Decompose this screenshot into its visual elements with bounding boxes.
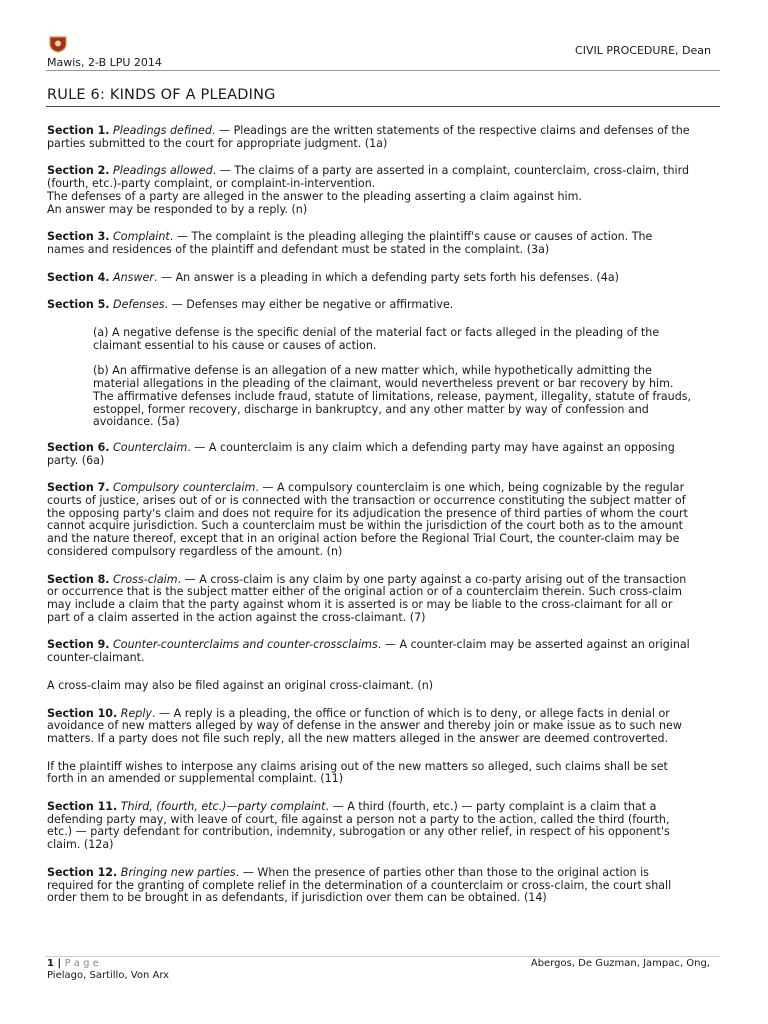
section-title: Pleadings defined xyxy=(113,124,212,137)
section-text: estoppel, former recovery, discharge in bankruptcy, and any other matter by way of confession and xyxy=(93,402,649,416)
section-title: Bringing new parties xyxy=(120,865,236,879)
section-2 xyxy=(47,165,720,216)
section-label: Section 12. xyxy=(47,865,118,879)
section-title: Pleadings allowed xyxy=(113,164,213,178)
section-text: order them to be brought in as defendants, if jurisdiction over them can be obtained. (14) xyxy=(47,891,547,905)
section-6 xyxy=(47,442,720,467)
section-text: . — Defenses may either be negative or affirmative. xyxy=(164,298,454,312)
section-12 xyxy=(47,867,720,905)
section-title: Complaint xyxy=(113,230,170,244)
document-body xyxy=(47,125,720,920)
section-text: . — A counterclaim is any claim which a defending party may have against an opposing xyxy=(187,440,675,454)
section-text: A cross-claim may also be filed against an original cross-claimant. (n) xyxy=(47,678,434,692)
footer-left xyxy=(47,958,169,982)
footer-names-right: Abergos, De Guzman, Jampac, Ong, xyxy=(530,958,710,969)
section-text: The defenses of a party are alleged in the answer to the pleading asserting a claim against him. xyxy=(47,189,582,203)
section-text: . — A counter-claim may be asserted against an original xyxy=(377,638,690,652)
section-text: matters. If a party does not file such reply, all the new matters alleged in the answer are deemed controverted. xyxy=(47,731,669,745)
page-separator: | xyxy=(53,958,65,969)
section-label: Section 4. xyxy=(47,270,110,284)
section-label: Section 11. xyxy=(47,800,118,814)
section-text: . — Pleadings are the written statements of the respective claims and defenses of the xyxy=(211,124,690,137)
section-title: Answer xyxy=(113,270,154,284)
section-text: . — The complaint is the pleading alleging the plaintiff's cause or causes of action. The xyxy=(169,230,653,244)
section-label: Section 10. xyxy=(47,706,118,720)
title-divider xyxy=(46,106,720,107)
section-text: claimant essential to his cause or causes of action. xyxy=(93,338,377,352)
section-text: . — A compulsory counterclaim is one which, being cognizable by the regular xyxy=(255,481,685,495)
document-title: RULE 6: KINDS OF A PLEADING xyxy=(47,87,276,103)
section-text: or occurrence that is the subject matter either of the original action or of a counterclaim therein. Such cross-claim xyxy=(47,585,682,599)
section-text: cannot acquire jurisdiction. Such a counterclaim must be within the jurisdiction of the court both as to the amount xyxy=(47,519,683,533)
header-course: CIVIL PROCEDURE, Dean xyxy=(575,44,711,57)
section-text: counter-claimant. xyxy=(47,651,145,665)
section-text: etc.) — party defendant for contribution, indemnity, subrogation or any other relief, in respect of his opponent's xyxy=(47,825,670,839)
negative-defense-paragraph xyxy=(93,327,720,352)
section-text: . — A cross-claim is any claim by one party against a co-party arising out of the transaction xyxy=(177,572,687,586)
defenses-subsections xyxy=(93,327,720,429)
section-3 xyxy=(47,231,720,256)
section-label: Section 1. xyxy=(47,124,110,137)
section-8 xyxy=(47,574,720,625)
section-text: The affirmative defenses include fraud, statute of limitations, release, payment, illegality, statute of frauds, xyxy=(93,389,692,403)
header-divider xyxy=(46,70,720,71)
section-text: party. (6a) xyxy=(47,453,105,467)
section-10 xyxy=(47,708,720,746)
page-word: P a g e xyxy=(64,958,99,969)
section-text: and the nature thereof, except that in an original action before the Regional Trial Court, the counter-claim may be xyxy=(47,532,680,546)
section-text: (b) An affirmative defense is an allegation of a new matter which, while hypothetically admitting the xyxy=(93,364,652,378)
section-text: defending party may, with leave of court, file against a person not a party to the action, called the third (fourth, xyxy=(47,812,670,826)
header-author: Mawis, 2-B LPU 2014 xyxy=(47,56,162,69)
school-seal-logo xyxy=(48,35,68,53)
footer-divider xyxy=(46,956,720,957)
section-text: forth in an amended or supplemental complaint. (11) xyxy=(47,772,344,786)
section-10-paragraph-2 xyxy=(47,761,720,786)
section-text: avoidance. (5a) xyxy=(93,415,180,429)
section-title: Reply xyxy=(120,706,152,720)
section-text: may include a claim that the party against whom it is asserted is or may be liable to the cross-claimant for all or xyxy=(47,597,673,611)
section-text: . — A third (fourth, etc.) — party complaint is a claim that a xyxy=(325,800,657,814)
section-text: names and residences of the plaintiff and defendant must be stated in the complaint. (3a) xyxy=(47,242,550,256)
section-text: part of a claim asserted in the action against the cross-claimant. (7) xyxy=(47,610,426,624)
section-title: Cross-claim xyxy=(113,572,178,586)
section-label: Section 6. xyxy=(47,440,110,454)
section-label: Section 5. xyxy=(47,298,110,312)
section-text: If the plaintiff wishes to interpose any claims arising out of the new matters so alleged, such claims shall be set xyxy=(47,759,668,773)
section-7 xyxy=(47,482,720,558)
footer-names-left: Pielago, Sartillo, Von Arx xyxy=(47,970,170,981)
section-label: Section 7. xyxy=(47,481,110,495)
section-4 xyxy=(47,272,720,285)
section-title: Compulsory counterclaim xyxy=(113,481,256,495)
section-9-paragraph-2 xyxy=(47,680,720,693)
section-text: material allegations in the pleading of the claimant, would nevertheless prevent or bar recovery by him. xyxy=(93,377,674,391)
section-text: An answer may be responded to by a reply. (n) xyxy=(47,202,308,216)
section-text: . — An answer is a pleading in which a defending party sets forth his defenses. (4a) xyxy=(153,270,619,284)
section-text: claim. (12a) xyxy=(47,838,114,852)
section-text: the opposing party's claim and does not require for its adjudication the presence of third parties of whom the court xyxy=(47,506,688,520)
section-label: Section 9. xyxy=(47,638,110,652)
section-label: Section 2. xyxy=(47,164,110,178)
section-title: Counterclaim xyxy=(113,440,188,454)
section-1 xyxy=(47,125,720,150)
section-text: required for the granting of complete relief in the determination of a counterclaim or cross-claim, the court shall xyxy=(47,878,672,892)
section-text: parties submitted to the court for appropriate judgment. (1a) xyxy=(47,136,388,150)
page-number: 1 xyxy=(47,958,54,969)
section-text: courts of justice, arises out of or is connected with the transaction or occurrence constituting the subject matter of xyxy=(47,494,686,508)
section-text: considered compulsory regardless of the amount. (n) xyxy=(47,544,343,558)
section-text: . — When the presence of parties other than those to the original action is xyxy=(235,865,649,879)
section-title: Counter-counterclaims and counter-crossclaims xyxy=(113,638,378,652)
section-label: Section 3. xyxy=(47,230,110,244)
section-text: avoidance of new matters alleged by way of defense in the answer and thereby join or make issue as to such new xyxy=(47,719,682,733)
section-label: Section 8. xyxy=(47,572,110,586)
affirmative-defense-paragraph xyxy=(93,365,720,429)
section-text: . — The claims of a party are asserted in a complaint, counterclaim, cross-claim, third xyxy=(212,164,690,178)
section-11 xyxy=(47,801,720,852)
section-text: . — A reply is a pleading, the office or function of which is to deny, or allege facts in denial or xyxy=(152,706,670,720)
section-text: (a) A negative defense is the specific denial of the material fact or facts alleged in the pleading of the xyxy=(93,326,660,340)
section-9 xyxy=(47,639,720,664)
section-text: (fourth, etc.)-party complaint, or complaint-in-intervention. xyxy=(47,177,376,191)
section-5 xyxy=(47,299,720,312)
section-title: Defenses xyxy=(113,298,165,312)
section-title: Third, (fourth, etc.)—party complaint xyxy=(120,800,326,814)
